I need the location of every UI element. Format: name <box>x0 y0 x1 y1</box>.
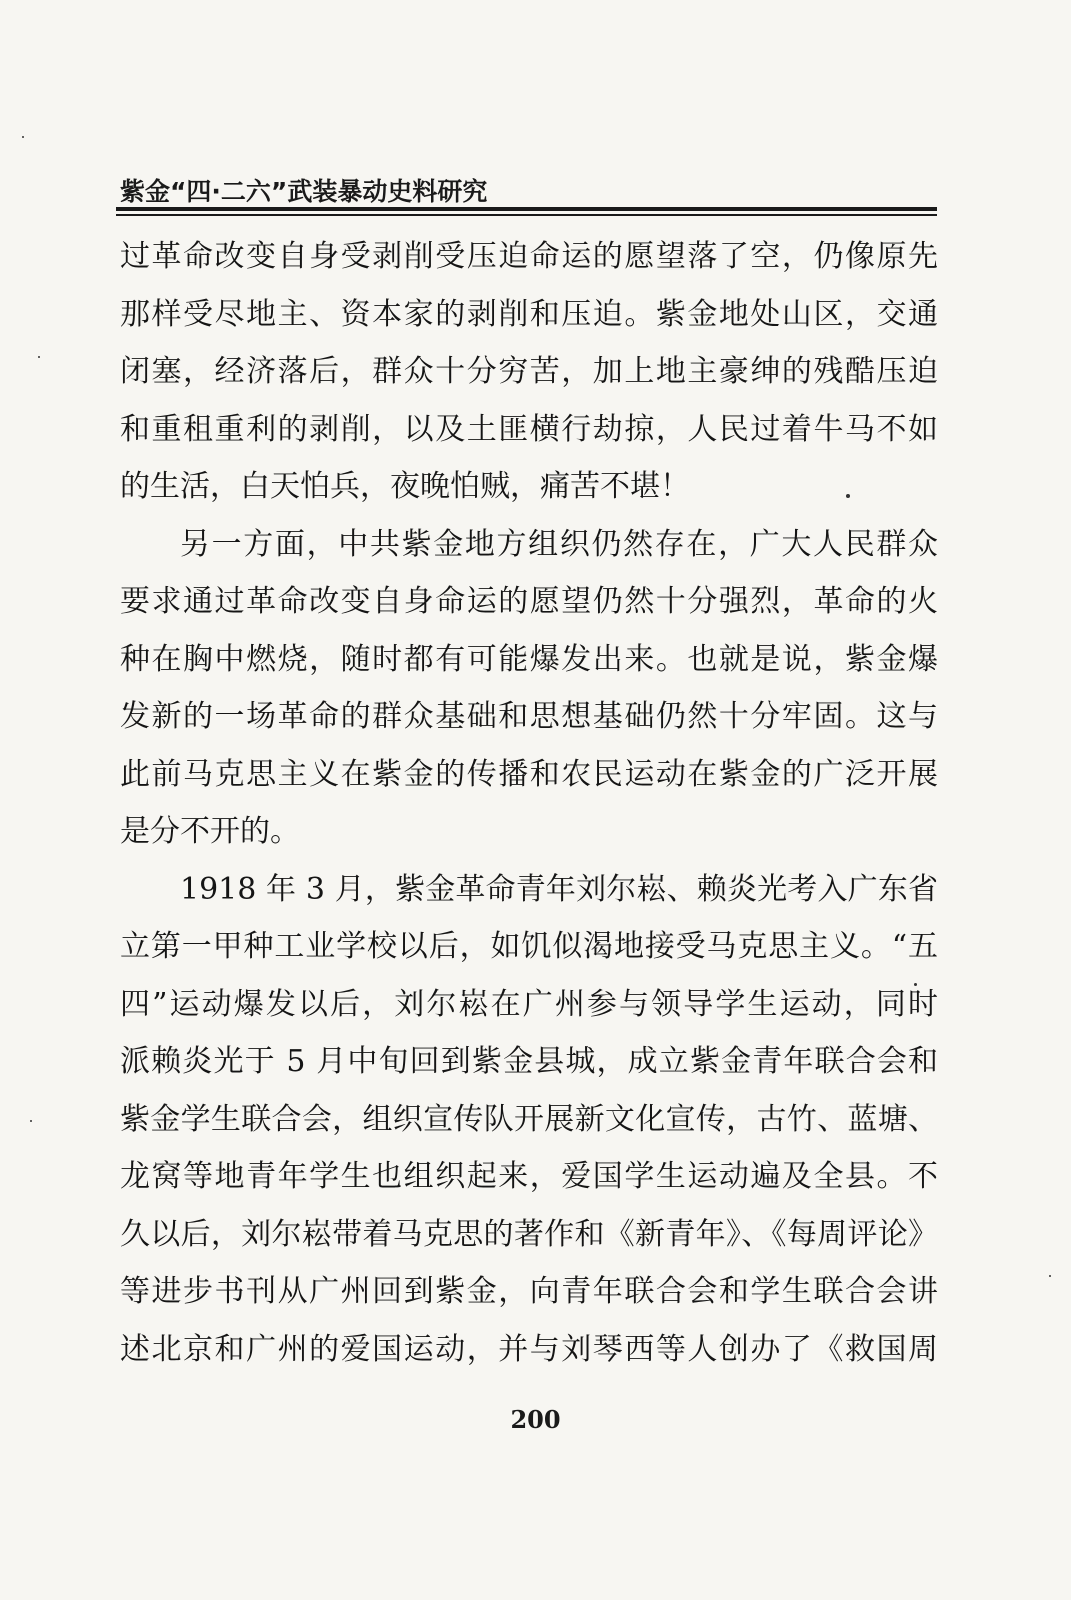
text-line: 另一方面，中共紫金地方组织仍然存在，广大人民群众 <box>180 526 938 562</box>
text-line: 是分不开的。 <box>120 814 300 849</box>
running-header: 紫金“四·二六”武装暴动史料研究 <box>120 177 488 206</box>
scan-speck <box>30 1120 32 1122</box>
page-number: 200 <box>510 1405 561 1434</box>
text-line: 紫金学生联合会，组织宣传队开展新文化宣传，古竹、蓝塘、 <box>120 1101 938 1137</box>
text-line: 等进步书刊从广州回到紫金，向青年联合会和学生联合会讲 <box>120 1274 938 1309</box>
text-line: 龙窝等地青年学生也组织起来，爱国学生运动遍及全县。不 <box>120 1159 938 1194</box>
text-line: 此前马克思主义在紫金的传播和农民运动在紫金的广泛开展 <box>120 756 938 792</box>
text-line: 种在胸中燃烧，随时都有可能爆发出来。也就是说，紫金爆 <box>120 641 938 677</box>
text-line: 过革命改变自身受剥削受压迫命运的愿望落了空，仍像原先 <box>120 239 938 274</box>
body-text <box>120 228 938 1378</box>
text-line: 和重租重利的剥削，以及土匪横行劫掠，人民过着牛马不如 <box>120 411 938 447</box>
text-line: 闭塞，经济落后，群众十分穷苦，加上地主豪绅的残酷压迫 <box>120 354 938 389</box>
text-line: 述北京和广州的爱国运动，并与刘琴西等人创办了《救国周 <box>120 1331 938 1367</box>
header-rule-thin <box>116 214 937 216</box>
text-line: 那样受尽地主、资本家的剥削和压迫。紫金地处山区，交通 <box>120 296 938 332</box>
text-line: 要求通过革命改变自身命运的愿望仍然十分强烈，革命的火 <box>120 584 938 619</box>
scan-speck <box>38 356 40 358</box>
scan-speck <box>914 983 917 986</box>
text-line: 派赖炎光于 5 月中旬回到紫金县城，成立紫金青年联合会和 <box>120 1044 938 1079</box>
header-rule-thick <box>116 207 937 211</box>
scan-speck <box>846 494 850 498</box>
scan-speck <box>1049 1275 1051 1277</box>
text-line: 立第一甲种工业学校以后，如饥似渴地接受马克思主义。“五 <box>120 929 938 964</box>
text-line: 四”运动爆发以后，刘尔崧在广州参与领导学生运动，同时 <box>120 986 938 1022</box>
scan-speck <box>22 136 24 138</box>
text-line: 1918 年 3 月，紫金革命青年刘尔崧、赖炎光考入广东省 <box>180 871 938 907</box>
text-line: 的生活，白天怕兵，夜晚怕贼，痛苦不堪！ <box>120 469 690 504</box>
text-line: 久以后，刘尔崧带着马克思的著作和《新青年》、《每周评论》 <box>120 1216 938 1252</box>
text-line: 发新的一场革命的群众基础和思想基础仍然十分牢固。这与 <box>120 699 938 734</box>
